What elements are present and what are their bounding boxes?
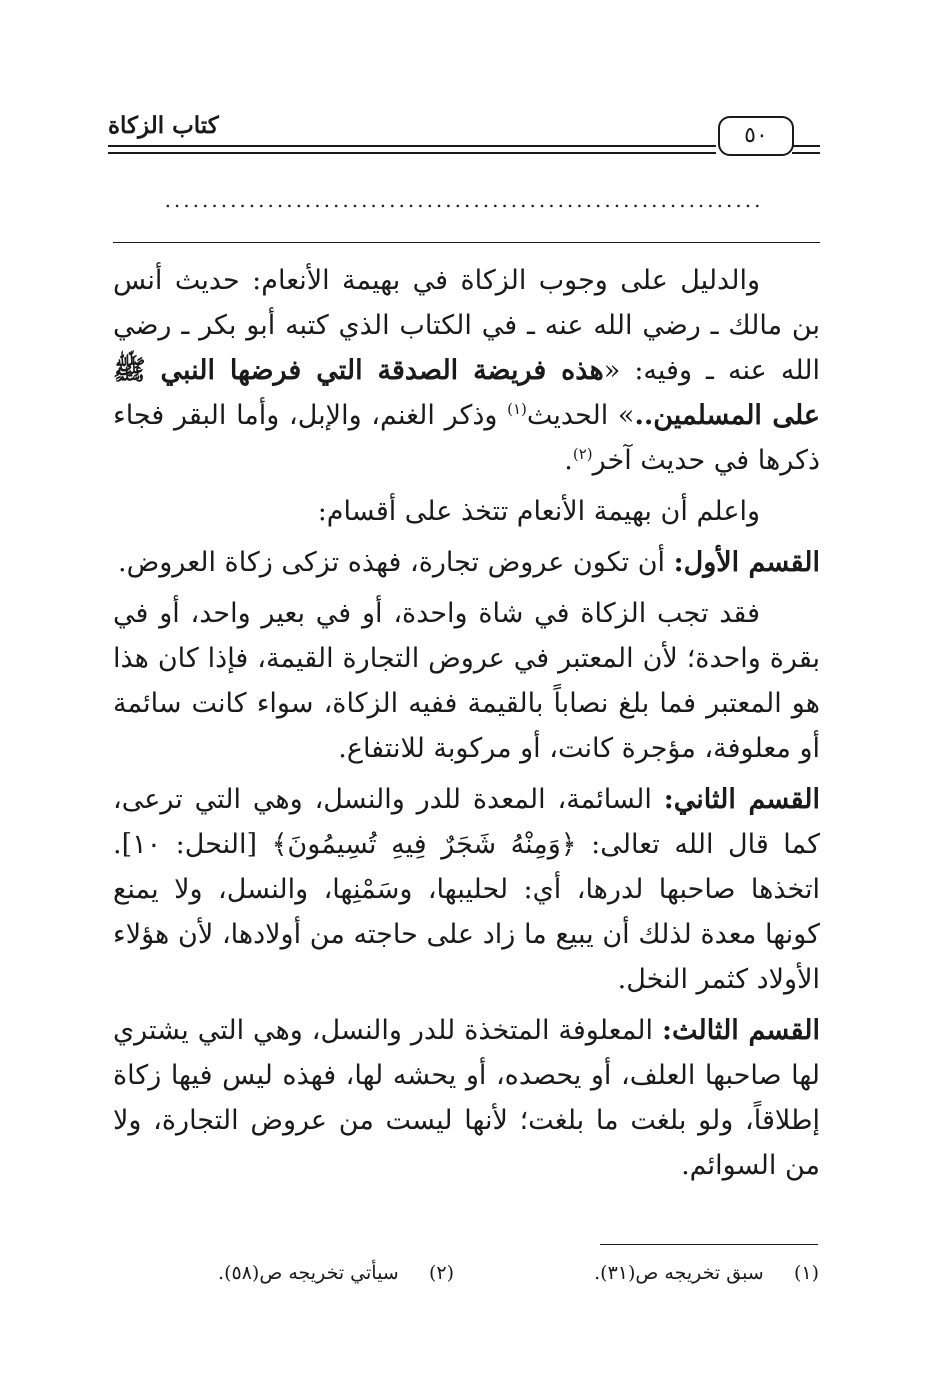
third-category-label: القسم الثالث: xyxy=(661,1015,820,1046)
footnote-rule xyxy=(600,1244,818,1245)
paragraph-evidence xyxy=(113,258,820,483)
footnote-1 xyxy=(594,1262,819,1284)
header-rule-right xyxy=(792,145,820,147)
second-category-text: السائمة، المعدة للدر والنسل، وهي التي ترعى، كما قال الله تعالى: ﴿وَمِنْهُ شَجَرٌ فِيهِ تُسِيمُونَ﴾ [النحل: ١٠]. اتخذها صاحبها لدرها، أي: لحليبها، وسَمْنِها، والنسل، ولا يمنع كونها معدة لذلك أن يبيع ما زاد على حاجته من أولادها، لأن هؤلاء الأولاد كثمر النخل. xyxy=(113,784,820,995)
hadith-quote: هذه فريضة الصدقة التي فرضها النبي ﷺ على المسلمين.. xyxy=(113,355,820,431)
footnote-ref-1[interactable]: (١) xyxy=(507,400,527,418)
footnote-2-number: (٢) xyxy=(428,1262,454,1284)
third-category-text: المعلوفة المتخذة للدر والنسل، وهي التي يشتري لها صاحبها العلف، أو يحصده، أو يحشه لها، فهذه ليس فيها زكاة إطلاقاً، ولو بلغت ما بلغت؛ لأنها ليست من عروض التجارة، ولا من السوائم. xyxy=(113,1015,820,1181)
first-category-label: القسم الأول: xyxy=(673,547,820,578)
footnote-1-number: (١) xyxy=(793,1262,819,1284)
second-category-label: القسم الثاني: xyxy=(663,784,820,815)
evidence-text: والدليل على وجوب الزكاة في بهيمة الأنعام: حديث أنس بن مالك ـ رضي الله عنه ـ في الكتاب الذي كتبه أبو بكر ـ رضي الله عنه ـ وفيه: « xyxy=(113,265,820,386)
header-rule-left xyxy=(108,145,716,147)
page-number: ٥٠ xyxy=(718,116,794,156)
evidence-text-2: » الحديث xyxy=(526,400,635,431)
paragraph-third-category xyxy=(113,1008,820,1188)
footnote-ref-2[interactable]: (٢) xyxy=(572,445,593,463)
header-rule-right-2 xyxy=(792,152,820,154)
paragraph-second-category xyxy=(113,777,820,1002)
footnote-1-text: سبق تخريجه ص(٣١). xyxy=(594,1262,764,1284)
main-text xyxy=(113,258,820,1194)
header-rule-left-2 xyxy=(108,152,716,154)
evidence-text-3: وذكر الغنم، والإبل، وأما البقر فجاء ذكرها في حديث آخر xyxy=(113,400,820,476)
content-rule xyxy=(113,242,820,243)
footnote-2-text: سيأتي تخريجه ص(٥٨). xyxy=(218,1262,399,1284)
paragraph-divisions: واعلم أن بهيمة الأنعام تتخذ على أقسام: xyxy=(317,496,760,527)
dotted-separator: ................................................................ xyxy=(164,188,764,212)
first-category-text: أن تكون عروض تجارة، فهذه تزكى زكاة العروض. xyxy=(118,547,674,578)
paragraph-first-category xyxy=(113,540,820,585)
footnote-2 xyxy=(218,1262,454,1284)
paragraph-trade-goods: فقد تجب الزكاة في شاة واحدة، أو في بعير واحد، أو في بقرة واحدة؛ لأن المعتبر في عروض التجارة القيمة، فإذا كان هذا هو المعتبر فما بلغ نصاباً بالقيمة ففيه الزكاة، سواء كانت سائمة أو معلوفة، مؤجرة كانت، أو مركوبة للانتفاع. xyxy=(113,598,820,764)
header-title: كتاب الزكاة xyxy=(108,112,219,139)
evidence-text-4: . xyxy=(564,445,573,476)
